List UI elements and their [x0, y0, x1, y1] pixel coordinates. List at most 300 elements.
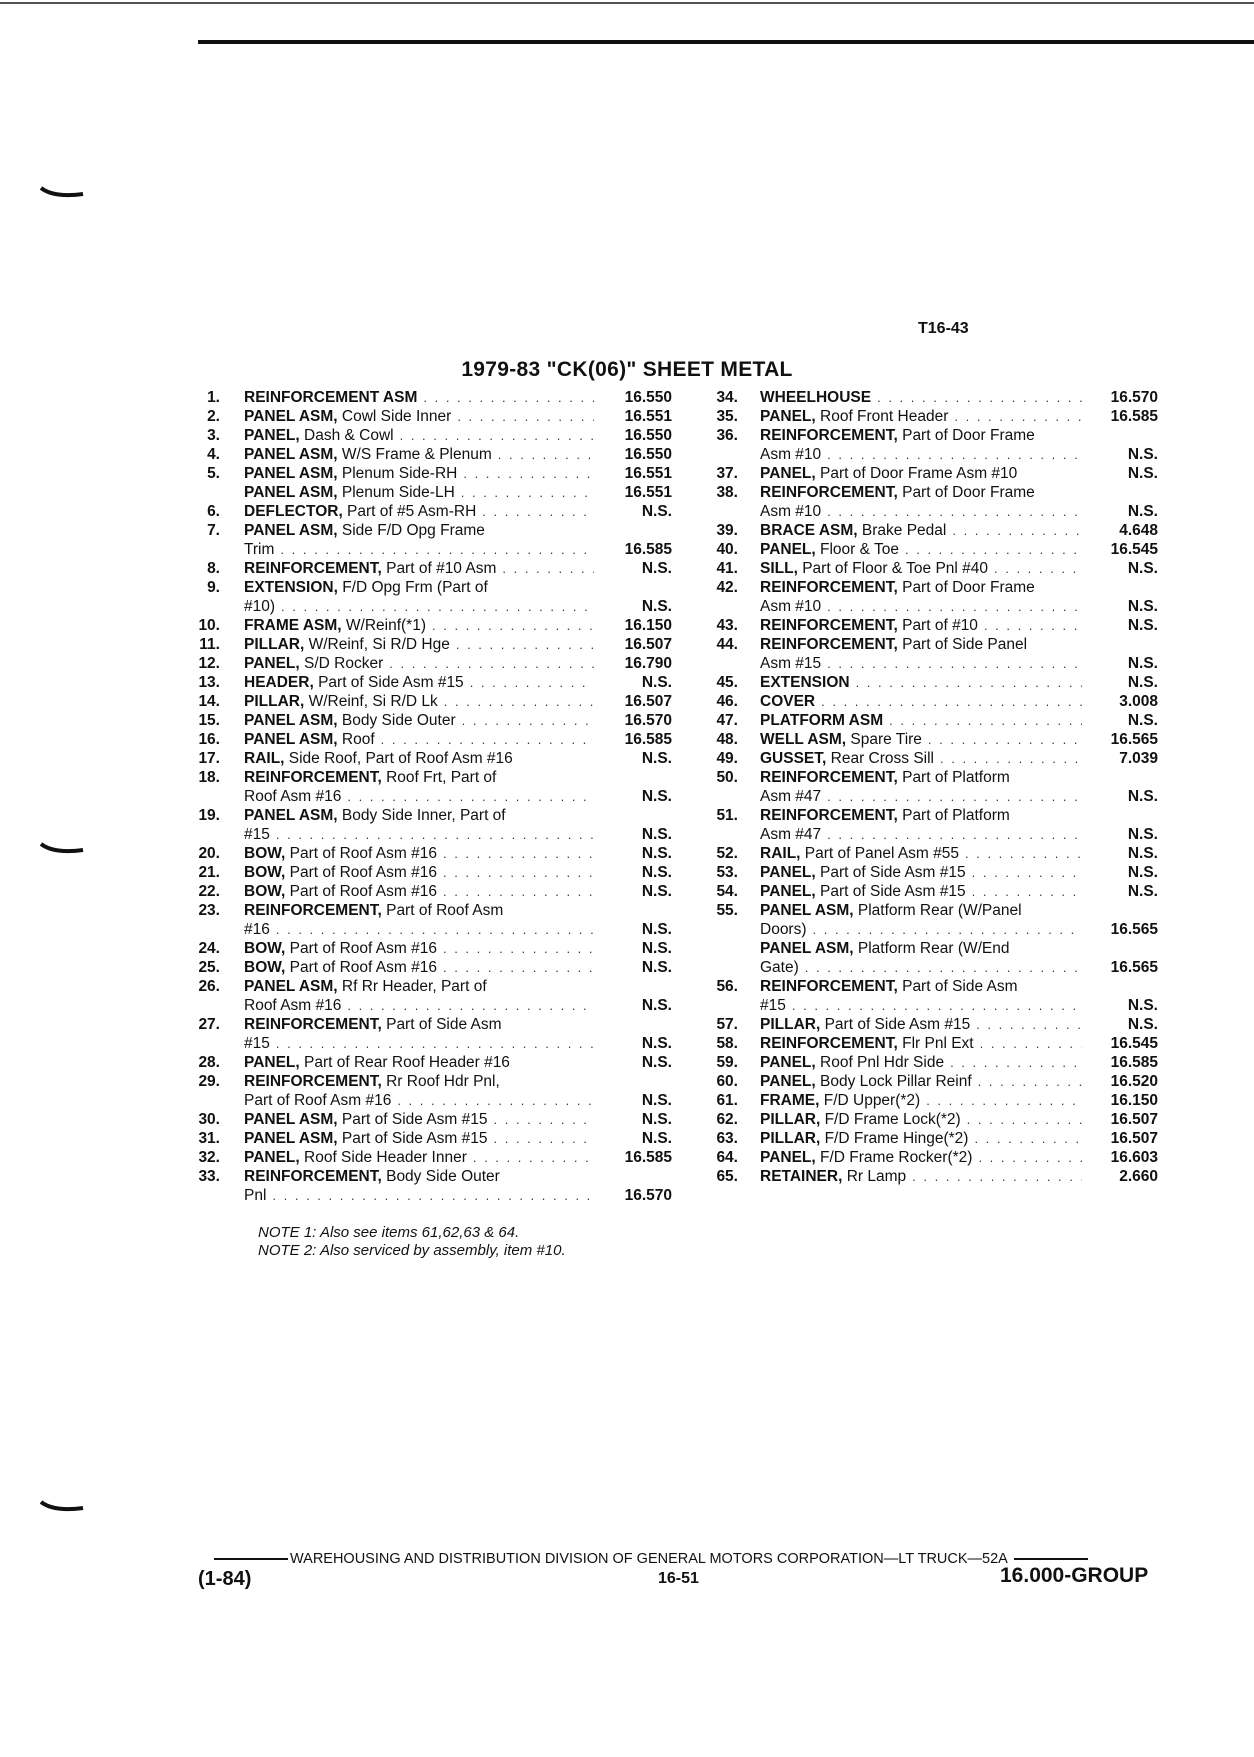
parts-list-item	[186, 1167, 672, 1205]
item-part-detail: Side Roof, Part of Roof Asm #16	[284, 750, 513, 767]
item-part-detail: Asm #10	[760, 598, 822, 615]
leader-dots	[389, 654, 594, 673]
item-group-number: 16.585	[1110, 408, 1158, 425]
item-part-name: PANEL ASM,	[244, 807, 338, 824]
item-group-number: 16.551	[624, 408, 672, 425]
leader-dots	[827, 597, 1082, 616]
item-part-name: REINFORCEMENT,	[760, 617, 898, 634]
item-part-name: PILLAR,	[760, 1016, 821, 1033]
leader-dots	[926, 1091, 1082, 1110]
item-number: 4.	[207, 446, 220, 463]
item-part-detail: Part of Side Asm #15	[815, 864, 966, 881]
item-part-detail: #10)	[244, 598, 276, 615]
leader-dots	[444, 692, 594, 711]
leader-dots	[813, 920, 1082, 939]
item-group-number: N.S.	[1127, 826, 1158, 843]
item-description	[760, 1129, 968, 1148]
parts-list-item	[186, 977, 672, 1015]
item-description	[244, 464, 457, 483]
item-part-name: PANEL,	[760, 465, 816, 482]
item-part-detail: Part of Side Asm	[897, 978, 1018, 995]
parts-list-item	[704, 863, 1158, 882]
item-part-detail: Part of Side Panel	[897, 636, 1028, 653]
item-part-detail: Roof Asm #16	[244, 788, 342, 805]
item-description	[760, 540, 899, 559]
item-part-name: BOW,	[244, 940, 286, 957]
item-description	[244, 768, 496, 787]
leader-dots	[978, 1072, 1082, 1091]
leader-dots	[805, 958, 1082, 977]
item-description	[244, 1053, 510, 1072]
item-description	[244, 578, 488, 597]
item-part-detail: Body Side Inner, Part of	[337, 807, 506, 824]
item-part-name: REINFORCEMENT,	[760, 1035, 898, 1052]
item-description	[760, 844, 959, 863]
item-description	[760, 1091, 920, 1110]
item-part-detail: F/D Opg Frm (Part of	[337, 579, 488, 596]
parts-list-item	[704, 806, 1158, 844]
item-number: 36.	[716, 427, 738, 444]
item-group-number: 16.603	[1110, 1149, 1158, 1166]
item-part-name: PANEL,	[760, 1073, 816, 1090]
parts-list-item	[704, 1091, 1158, 1110]
item-description	[244, 882, 437, 901]
item-description	[760, 1110, 961, 1129]
item-part-name: DEFLECTOR,	[244, 503, 343, 520]
item-number: 29.	[198, 1073, 220, 1090]
item-number: 18.	[198, 769, 220, 786]
leader-dots	[443, 844, 594, 863]
item-part-detail: Pnl	[244, 1187, 267, 1204]
item-number: 58.	[716, 1035, 738, 1052]
leader-dots	[457, 407, 594, 426]
parts-list-item	[186, 901, 672, 939]
item-number: 12.	[198, 655, 220, 672]
item-part-name: COVER	[760, 693, 816, 710]
item-group-number: N.S.	[1127, 788, 1158, 805]
item-part-detail: Floor & Toe	[815, 541, 899, 558]
item-part-name: GUSSET,	[760, 750, 827, 767]
item-part-detail: Cowl Side Inner	[337, 408, 452, 425]
item-number: 41.	[716, 560, 738, 577]
item-part-name: REINFORCEMENT,	[760, 807, 898, 824]
leader-dots	[502, 559, 594, 578]
item-number: 34.	[716, 389, 738, 406]
item-part-detail: Roof Side Header Inner	[299, 1149, 467, 1166]
item-description	[244, 1129, 488, 1148]
item-number: 63.	[716, 1130, 738, 1147]
item-number: 33.	[198, 1168, 220, 1185]
item-part-name: WHEELHOUSE	[760, 389, 872, 406]
leader-dots	[498, 445, 594, 464]
item-part-detail: Dash & Cowl	[299, 427, 394, 444]
item-number: 44.	[716, 636, 738, 653]
item-description	[760, 616, 978, 635]
item-part-detail: Part of Roof Asm #16	[285, 940, 437, 957]
item-description	[244, 1167, 500, 1186]
parts-list-item	[704, 901, 1158, 977]
leader-dots	[827, 654, 1082, 673]
parts-list-item	[186, 464, 672, 502]
item-description	[244, 711, 456, 730]
parts-list-item	[704, 1015, 1158, 1034]
item-description	[760, 882, 966, 901]
parts-list-item	[704, 635, 1158, 673]
leader-dots	[400, 426, 594, 445]
item-group-number: 16.545	[1110, 1035, 1158, 1052]
leader-dots	[974, 1129, 1082, 1148]
item-number: 7.	[207, 522, 220, 539]
item-number: 25.	[198, 959, 220, 976]
item-part-detail: W/S Frame & Plenum	[337, 446, 492, 463]
item-group-number: 16.550	[624, 427, 672, 444]
item-group-number: N.S.	[641, 864, 672, 881]
parts-list-item	[704, 388, 1158, 407]
item-description	[760, 977, 1018, 996]
item-part-name: PANEL,	[244, 427, 300, 444]
item-group-number: 16.520	[1110, 1073, 1158, 1090]
parts-list-item	[186, 939, 672, 958]
item-part-name: PILLAR,	[760, 1111, 821, 1128]
item-number: 35.	[716, 408, 738, 425]
item-part-name: PANEL ASM,	[244, 1130, 338, 1147]
item-part-detail: Platform Rear (W/Panel	[853, 902, 1022, 919]
leader-dots	[461, 483, 594, 502]
item-part-detail: Body Side Outer	[381, 1168, 500, 1185]
item-description	[760, 597, 821, 616]
parts-list-item	[186, 1110, 672, 1129]
item-description	[760, 502, 821, 521]
item-description	[760, 901, 1022, 920]
parts-list-item	[704, 521, 1158, 540]
item-description	[760, 673, 850, 692]
item-number: 23.	[198, 902, 220, 919]
item-part-detail: Part of Side Asm #15	[815, 883, 966, 900]
item-description	[244, 673, 464, 692]
item-part-detail: S/D Rocker	[299, 655, 384, 672]
parts-list-item	[186, 502, 672, 521]
item-description	[244, 749, 513, 768]
item-number: 26.	[198, 978, 220, 995]
parts-list-item	[186, 1053, 672, 1072]
parts-list-item	[704, 1148, 1158, 1167]
item-number: 43.	[716, 617, 738, 634]
item-number: 20.	[198, 845, 220, 862]
item-group-number: N.S.	[641, 1054, 672, 1071]
item-number: 3.	[207, 427, 220, 444]
item-part-detail: Platform Rear (W/End	[853, 940, 1010, 957]
item-number: 13.	[198, 674, 220, 691]
item-description	[244, 407, 451, 426]
item-number: 1.	[207, 389, 220, 406]
item-part-name: PANEL,	[760, 541, 816, 558]
leader-dots	[952, 521, 1082, 540]
item-description	[760, 578, 1035, 597]
item-description	[760, 863, 966, 882]
item-number: 30.	[198, 1111, 220, 1128]
item-part-name: PANEL,	[244, 1054, 300, 1071]
parts-list-item	[186, 578, 672, 616]
item-part-detail: #15	[244, 826, 270, 843]
leader-dots	[443, 882, 594, 901]
leader-dots	[347, 996, 594, 1015]
leader-dots	[950, 1053, 1082, 1072]
item-part-detail: F/D Frame Lock(*2)	[820, 1111, 961, 1128]
item-description	[760, 1015, 970, 1034]
item-description	[760, 388, 871, 407]
parts-list-item	[186, 616, 672, 635]
leader-dots	[877, 388, 1082, 407]
parts-list-item	[186, 844, 672, 863]
leader-dots	[276, 1034, 594, 1053]
leader-dots	[940, 749, 1082, 768]
item-part-name: REINFORCEMENT,	[760, 484, 898, 501]
parts-list-item	[704, 464, 1158, 483]
item-number: 65.	[716, 1168, 738, 1185]
leader-dots	[954, 407, 1082, 426]
leader-dots	[381, 730, 594, 749]
item-part-name: WELL ASM,	[760, 731, 847, 748]
item-part-name: PANEL ASM,	[244, 408, 338, 425]
item-part-name: REINFORCEMENT,	[760, 769, 898, 786]
leader-dots	[463, 464, 594, 483]
item-description	[760, 1072, 972, 1091]
item-part-name: REINFORCEMENT ASM	[244, 389, 418, 406]
leader-dots	[994, 559, 1082, 578]
item-description	[244, 1015, 502, 1034]
item-group-number: 7.039	[1119, 750, 1158, 767]
item-number: 15.	[198, 712, 220, 729]
item-part-detail: Rr Lamp	[842, 1168, 907, 1185]
parts-list-item	[186, 711, 672, 730]
item-group-number: 2.660	[1119, 1168, 1158, 1185]
item-part-detail: Part of Roof Asm	[381, 902, 504, 919]
item-part-detail: Brake Pedal	[857, 522, 947, 539]
item-number: 11.	[199, 636, 220, 653]
item-part-detail: Part of Rear Roof Header #16	[299, 1054, 510, 1071]
item-part-name: RETAINER,	[760, 1168, 843, 1185]
item-part-detail: Part of Door Frame	[897, 579, 1035, 596]
item-part-detail: Part of Platform	[897, 807, 1010, 824]
item-description	[760, 635, 1027, 654]
item-number: 64.	[716, 1149, 738, 1166]
leader-dots	[978, 1148, 1082, 1167]
item-part-detail: Plenum Side-RH	[337, 465, 458, 482]
leader-dots	[397, 1091, 594, 1110]
leader-dots	[432, 616, 594, 635]
item-number: 48.	[716, 731, 738, 748]
leader-dots	[423, 388, 594, 407]
item-group-number: N.S.	[1127, 674, 1158, 691]
item-part-detail: Spare Tire	[846, 731, 922, 748]
item-description	[244, 939, 437, 958]
item-description	[760, 1167, 906, 1186]
leader-dots	[494, 1129, 594, 1148]
item-description	[760, 711, 883, 730]
item-group-number: 4.648	[1119, 522, 1158, 539]
leader-dots	[827, 445, 1082, 464]
item-description	[760, 768, 1010, 787]
item-group-number: N.S.	[641, 1035, 672, 1052]
leader-dots	[856, 673, 1082, 692]
item-number: 42.	[716, 579, 738, 596]
item-part-name: REINFORCEMENT,	[244, 1016, 382, 1033]
parts-list-item	[186, 1072, 672, 1110]
item-number: 2.	[207, 408, 220, 425]
item-part-name: BOW,	[244, 883, 286, 900]
leader-dots	[965, 844, 1082, 863]
leader-dots	[470, 673, 594, 692]
leader-dots	[276, 920, 594, 939]
notes	[258, 1224, 566, 1260]
item-number: 55.	[716, 902, 738, 919]
item-description	[244, 863, 437, 882]
item-part-detail: Side F/D Opg Frame	[337, 522, 485, 539]
item-part-detail: Part of Side Asm #15	[820, 1016, 971, 1033]
item-description	[760, 483, 1035, 502]
item-group-number: N.S.	[1127, 655, 1158, 672]
leader-dots	[276, 825, 594, 844]
item-part-name: BOW,	[244, 959, 286, 976]
note-1: NOTE 1: Also see items 61,62,63 & 64.	[258, 1224, 520, 1241]
item-group-number: N.S.	[641, 1130, 672, 1147]
item-group-number: 16.565	[1110, 731, 1158, 748]
item-description	[760, 806, 1010, 825]
item-description	[244, 787, 341, 806]
item-part-name: BOW,	[244, 845, 286, 862]
binder-hole-mark-bottom	[40, 1500, 84, 1514]
item-description	[244, 502, 476, 521]
item-part-name: PANEL,	[760, 1149, 816, 1166]
item-description	[244, 521, 485, 540]
item-number: 54.	[716, 883, 738, 900]
parts-list-item	[186, 407, 672, 426]
parts-list-item	[186, 445, 672, 464]
item-description	[244, 730, 375, 749]
item-group-number: 16.570	[624, 1187, 672, 1204]
item-description	[244, 654, 383, 673]
item-description	[244, 844, 437, 863]
item-part-detail: Part of Roof Asm #16	[244, 1092, 392, 1109]
item-part-detail: Part of Door Frame	[897, 427, 1035, 444]
item-part-detail: Part of Side Asm	[381, 1016, 502, 1033]
item-group-number: 16.550	[624, 446, 672, 463]
parts-list-item	[186, 1148, 672, 1167]
item-part-name: PANEL,	[760, 864, 816, 881]
leader-dots	[976, 1015, 1082, 1034]
leader-dots	[443, 939, 594, 958]
leader-dots	[912, 1167, 1082, 1186]
item-description	[760, 559, 988, 578]
item-part-name: PILLAR,	[760, 1130, 821, 1147]
item-group-number: N.S.	[1127, 883, 1158, 900]
item-description	[760, 692, 815, 711]
item-number: 39.	[716, 522, 738, 539]
item-part-name: REINFORCEMENT,	[760, 636, 898, 653]
item-part-detail: Trim	[244, 541, 275, 558]
item-description	[760, 787, 821, 806]
item-number: 31.	[198, 1130, 220, 1147]
item-group-number: N.S.	[641, 940, 672, 957]
item-description	[244, 1091, 391, 1110]
item-description	[760, 1053, 944, 1072]
item-part-detail: Asm #47	[760, 788, 822, 805]
item-part-detail: #16	[244, 921, 270, 938]
footer-date-code: (1-84)	[198, 1568, 252, 1590]
item-group-number: 16.150	[624, 617, 672, 634]
item-group-number: N.S.	[1127, 560, 1158, 577]
parts-list-item	[704, 407, 1158, 426]
leader-dots	[792, 996, 1082, 1015]
parts-list-item	[186, 388, 672, 407]
item-number: 49.	[716, 750, 738, 767]
parts-list-item	[186, 559, 672, 578]
footer-page-number: 16-51	[658, 1570, 699, 1587]
leader-dots	[494, 1110, 594, 1129]
item-number: 22.	[198, 883, 220, 900]
item-part-name: REINFORCEMENT,	[760, 427, 898, 444]
leader-dots	[980, 1034, 1082, 1053]
leader-dots	[984, 616, 1082, 635]
item-group-number: N.S.	[641, 788, 672, 805]
item-number: 61.	[716, 1092, 738, 1109]
item-part-detail: W/Reinf, Si R/D Lk	[304, 693, 438, 710]
parts-list-item	[704, 1110, 1158, 1129]
parts-list-item	[704, 768, 1158, 806]
item-group-number: N.S.	[1127, 465, 1158, 482]
binder-hole-mark-middle	[40, 842, 84, 856]
item-part-detail: Part of Door Frame Asm #10	[815, 465, 1018, 482]
parts-list-item	[704, 578, 1158, 616]
parts-list-item	[186, 1129, 672, 1148]
item-number: 51.	[716, 807, 738, 824]
parts-list-item	[704, 844, 1158, 863]
item-part-detail: Roof Frt, Part of	[381, 769, 497, 786]
leader-dots	[827, 825, 1082, 844]
item-part-name: PANEL ASM,	[244, 712, 338, 729]
leader-dots	[821, 692, 1082, 711]
parts-list-item	[186, 958, 672, 977]
parts-list-item	[186, 768, 672, 806]
item-part-name: REINFORCEMENT,	[244, 560, 382, 577]
item-number: 21.	[198, 864, 220, 881]
item-description	[244, 825, 270, 844]
leader-dots	[482, 502, 594, 521]
item-part-detail: F/D Frame Rocker(*2)	[815, 1149, 973, 1166]
item-number: 45.	[716, 674, 738, 691]
item-group-number: N.S.	[641, 598, 672, 615]
parts-list-item	[704, 483, 1158, 521]
note-2: NOTE 2: Also serviced by assembly, item #10.	[258, 1242, 566, 1259]
item-description	[760, 464, 1017, 483]
item-group-number: N.S.	[641, 1111, 672, 1128]
item-group-number: 16.585	[624, 541, 672, 558]
figure-reference: T16-43	[918, 320, 969, 337]
item-part-detail: Part of Side Asm #15	[337, 1130, 488, 1147]
item-number: 32.	[198, 1149, 220, 1166]
item-group-number: 16.570	[624, 712, 672, 729]
item-description	[244, 920, 270, 939]
page-top-edge	[0, 2, 1254, 4]
item-description	[244, 1034, 270, 1053]
item-description	[244, 996, 341, 1015]
parts-list-item	[704, 1034, 1158, 1053]
item-part-name: BOW,	[244, 864, 286, 881]
parts-list-item	[186, 1015, 672, 1053]
item-part-detail: #15	[760, 997, 786, 1014]
item-part-detail: Part of Roof Asm #16	[285, 883, 437, 900]
item-part-detail: Part of Panel Asm #55	[800, 845, 960, 862]
